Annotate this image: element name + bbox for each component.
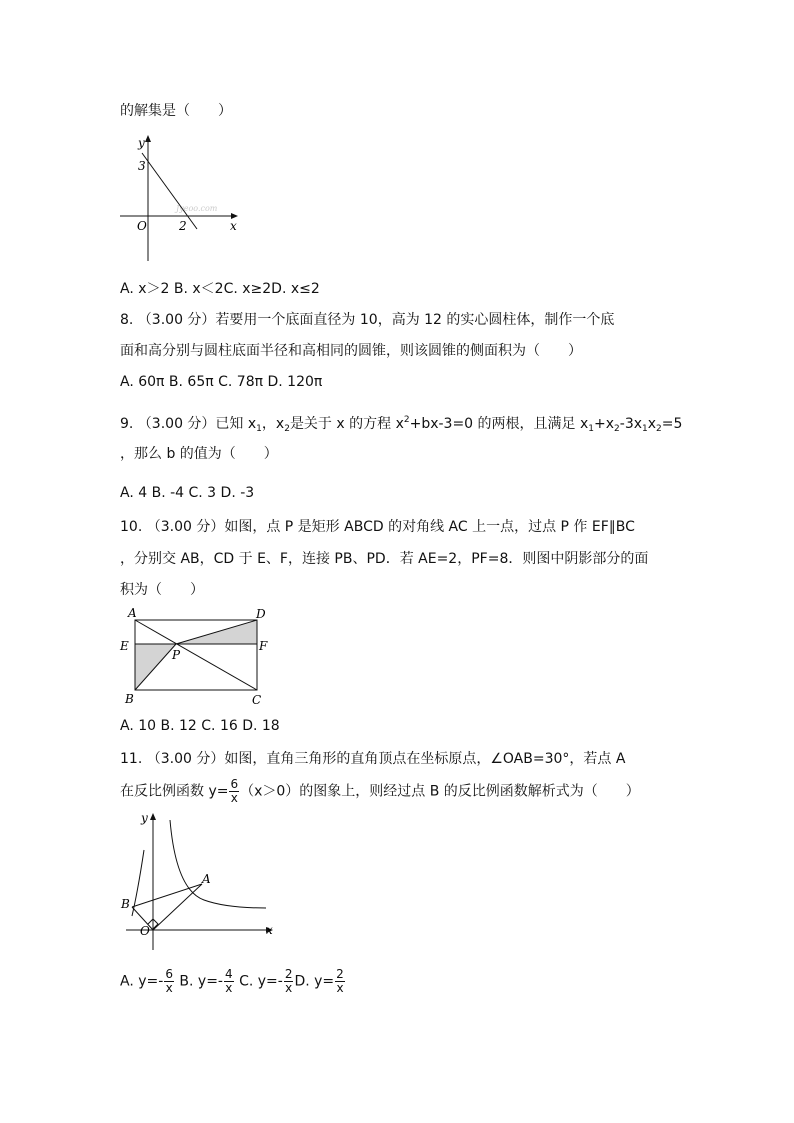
q7-tick-2: 2 — [179, 219, 187, 233]
q11-stem-line1: 11. （3.00 分）如图，直角三角形的直角顶点在坐标原点，∠OAB=30°，若点 A — [120, 751, 626, 767]
q10-stem-line2: ，分别交 AB，CD 于 E、F，连接 PB、PD．若 AE=2，PF=8．则图中阴影部分的面 — [120, 551, 649, 567]
q10-label-f: F — [259, 639, 268, 653]
q10-label-c: C — [252, 693, 262, 707]
q9-options: A. 4 B. -4 C. 3 D. -3 — [120, 485, 255, 501]
q7-function-line — [142, 153, 197, 229]
q10-rectangle-figure — [116, 604, 276, 709]
q10-label-b: B — [125, 692, 134, 706]
q7-graph — [116, 133, 246, 263]
q8-options: A. 60π B. 65π C. 78π D. 120π — [120, 374, 323, 390]
q7-y-arrow — [145, 135, 151, 142]
q7-tick-3: 3 — [138, 159, 146, 173]
q11-option-c-fraction: $\frac{2}{x}$ — [284, 967, 293, 995]
q7-origin-label: O — [137, 219, 147, 233]
q11-options: A. y=- $\frac{6}{x}$ B. y=- $\frac{4}{x}$ C. y=- $\frac{2}{x}$ D. y= $\frac{2}{x}$ — [120, 967, 344, 995]
q9-stem-line2: ，那么 b 的值为（ ） — [120, 446, 278, 462]
q10-stem-line1: 10. （3.00 分）如图，点 P 是矩形 ABCD 的对角线 AC 上一点，过点 P 作 EF∥BC — [120, 519, 635, 535]
q8-stem-line2: 面和高分别与圆柱底面半径和高相同的圆锥，则该圆锥的侧面积为（ ） — [120, 343, 582, 359]
q7-y-label: y — [138, 136, 145, 150]
q10-label-e: E — [120, 639, 129, 653]
q10-options: A. 10 B. 12 C. 16 D. 18 — [120, 718, 280, 734]
q11-x-label: x — [266, 923, 273, 937]
q7-x-label: x — [230, 219, 237, 233]
q11-curve-first-quadrant — [170, 820, 266, 908]
q11-label-a: A — [202, 872, 211, 886]
q11-fraction-6-over-x: $\frac{6}{x}$ — [230, 777, 239, 805]
q10-stem-line3: 积为（ ） — [120, 582, 204, 598]
q11-option-a-fraction: $\frac{6}{x}$ — [165, 967, 173, 995]
q11-y-arrow — [150, 813, 156, 820]
q11-option-b-fraction: $\frac{4}{x}$ — [224, 967, 233, 995]
q8-stem-line1: 8. （3.00 分）若要用一个底面直径为 10，高为 12 的实心圆柱体，制作一个底 — [120, 312, 615, 328]
q10-label-p: P — [172, 648, 181, 662]
q11-hyperbola-graph — [116, 810, 281, 955]
q11-option-d-fraction: $\frac{2}{x}$ — [336, 967, 344, 995]
q11-y-label: y — [141, 811, 148, 825]
q7-watermark: Jyeoo.com — [176, 204, 218, 213]
q11-origin-label: O — [140, 924, 150, 938]
q11-stem-line2: 在反比例函数 y= $\frac{6}{x}$ （x＞0）的图象上，则经过点 B 的反比例函数解析式为（ ） — [120, 777, 640, 805]
q11-segment-oa — [153, 884, 202, 930]
q11-label-b: B — [121, 897, 130, 911]
q10-label-a: A — [128, 606, 137, 620]
q7-stem-tail: 的解集是（ ） — [120, 103, 232, 119]
q11-segment-ab — [132, 884, 202, 907]
q9-stem-line1: 9. （3.00 分）已知 $x_1$，$x_2$是关于 x 的方程 $x^2+bx-3=0$ 的两根，且满足 $x_1+x_2-3x_1x_2=5$ — [120, 415, 683, 434]
q10-label-d: D — [256, 607, 266, 621]
q7-options: A. x＞2 B. x＜2C. x≥2D. x≤2 — [120, 281, 320, 297]
